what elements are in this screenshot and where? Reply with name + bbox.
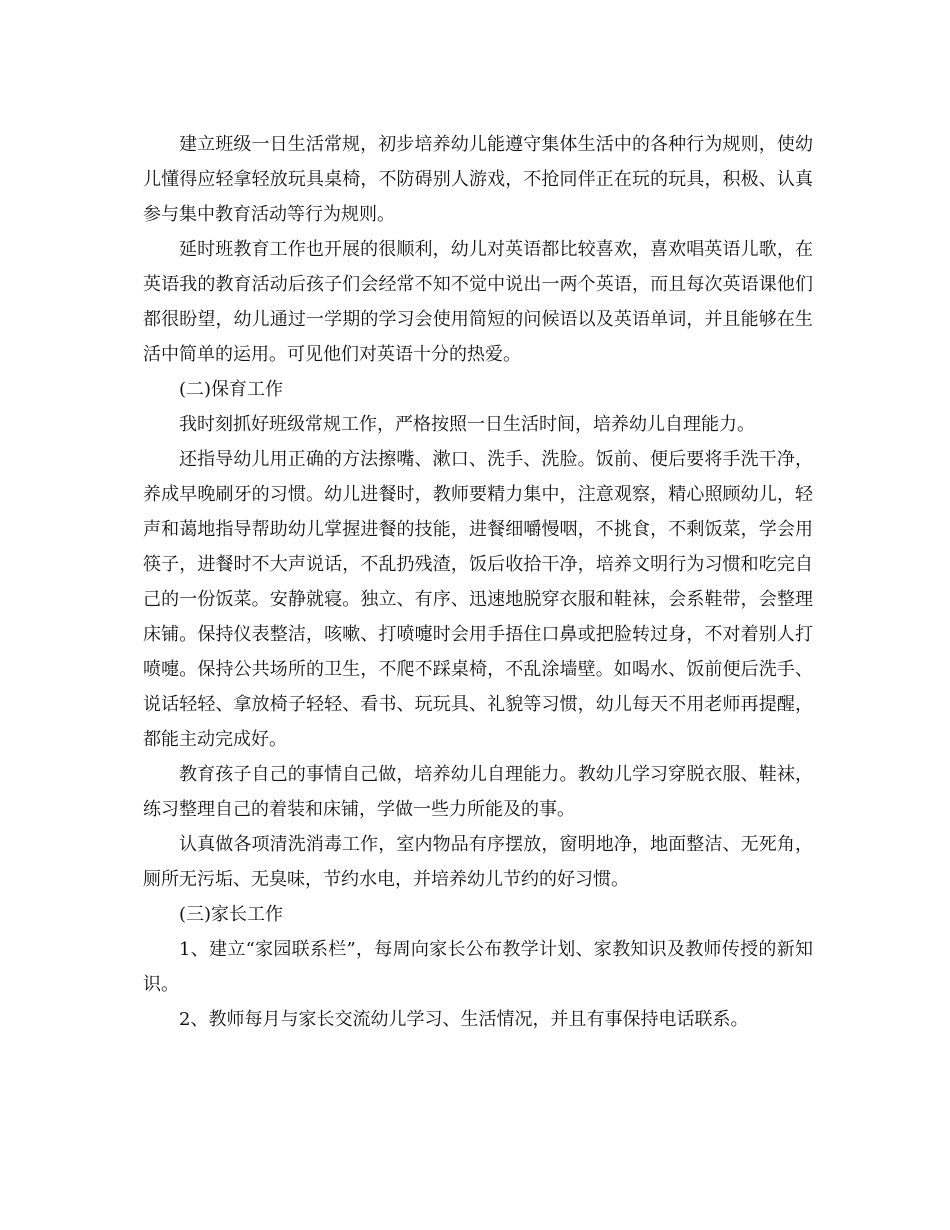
paragraph-monthly-exchange: 2、教师每月与家长交流幼儿学习、生活情况，并且有事保持电话联系。 (179, 1009, 749, 1030)
paragraph-disinfection: 认真做各项清洗消毒工作，室内物品有序摆放，窗明地净，地面整洁、无死角，厕所无污垢、无臭味，节约水电，并培养幼儿节约的好习惯。 (143, 834, 813, 890)
paragraph-contact-board: 1、建立“家园联系栏”，每周向家长公布教学计划、家教知识及教师传授的新知识。 (143, 939, 813, 995)
paragraph-class-routine: 建立班级一日生活常规，初步培养幼儿能遵守集体生活中的各种行为规则，使幼儿懂得应轻拿轻放玩具桌椅，不防碍别人游戏，不抢同伴正在玩的玩具，积极、认真参与集中教育活动等行为规则。 (143, 134, 813, 225)
paragraph-hygiene-guidance: 还指导幼儿用正确的方法擦嘴、漱口、洗手、洗脸。饭前、便后要将手洗干净，养成早晚刷牙的习惯。幼儿进餐时，教师要精力集中，注意观察，精心照顾幼儿，轻声和蔼地指导帮助幼儿掌握进餐的技能，进餐细嚼慢咽，不挑食，不剩饭菜，学会用筷子，进餐时不大声说话，不乱扔残渣，饭后收拾干净，培养文明行为习惯和吃完自己的一份饭菜。安静就寝。独立、有序、迅速地脱穿衣服和鞋袜，会系鞋带，会整理床铺。保持仪表整洁，咳嗽、打喷嚏时会用手捂住口鼻或把脸转过身，不对着别人打喷嚏。保持公共场所的卫生，不爬不踩桌椅，不乱涂墙壁。如喝水、饭前便后洗手、说话轻轻、拿放椅子轻轻、看书、玩玩具、礼貌等习惯，幼儿每天不用老师再提醒，都能主动完成好。 (143, 449, 813, 750)
section-heading-care-work: (二)保育工作 (179, 379, 284, 400)
paragraph-english-class: 延时班教育工作也开展的很顺利，幼儿对英语都比较喜欢，喜欢唱英语儿歌，在英语我的教育活动后孩子们会经常不知不觉中说出一两个英语，而且每次英语课他们都很盼望，幼儿通过一学期的学习会使用简短的问候语以及英语单词，并且能够在生活中简单的运用。可见他们对英语十分的热爱。 (143, 239, 813, 365)
paragraph-routine-work: 我时刻抓好班级常规工作，严格按照一日生活时间，培养幼儿自理能力。 (179, 414, 755, 435)
document-page (143, 127, 813, 1037)
paragraph-self-care: 教育孩子自己的事情自己做，培养幼儿自理能力。教幼儿学习穿脱衣服、鞋袜，练习整理自己的着装和床铺，学做一些力所能及的事。 (143, 764, 813, 820)
section-heading-parent-work: (三)家长工作 (179, 904, 284, 925)
